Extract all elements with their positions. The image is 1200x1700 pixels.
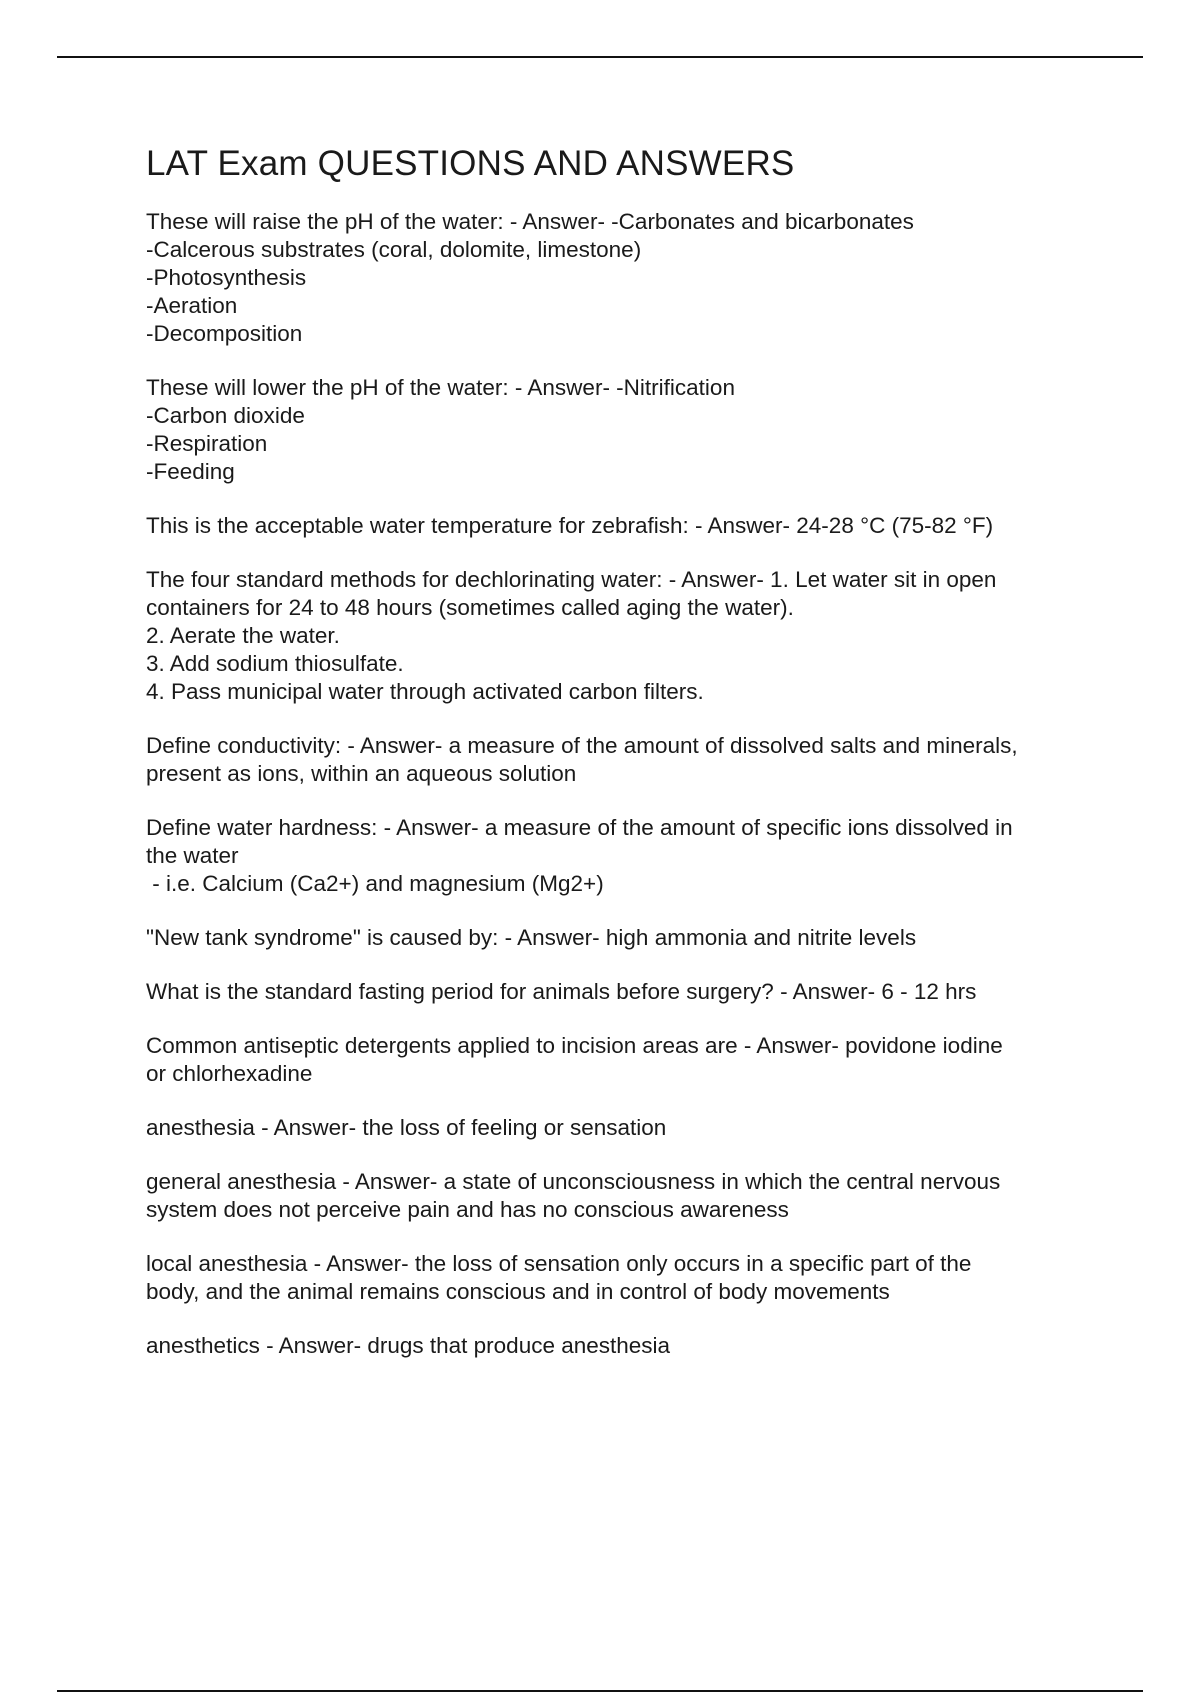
qa-line: -Aeration [146, 293, 238, 318]
qa-line: containers for 24 to 48 hours (sometimes called aging the water). [146, 595, 794, 620]
qa-entry [146, 1032, 1096, 1088]
qa-entry [146, 1168, 1096, 1224]
qa-line: Define water hardness: - Answer- a measure of the amount of specific ions dissolved in [146, 815, 1013, 840]
qa-line: or chlorhexadine [146, 1061, 313, 1086]
qa-line: These will raise the pH of the water: - Answer- -Carbonates and bicarbonates [146, 209, 914, 234]
qa-entry [146, 512, 1096, 540]
qa-line: Common antiseptic detergents applied to incision areas are - Answer- povidone iodine [146, 1033, 1003, 1058]
qa-line: What is the standard fasting period for animals before surgery? - Answer- 6 - 12 hrs [146, 979, 977, 1004]
qa-line: general anesthesia - Answer- a state of unconsciousness in which the central nervous [146, 1169, 1001, 1194]
qa-line: anesthesia - Answer- the loss of feeling or sensation [146, 1115, 667, 1140]
qa-entry [146, 1332, 1096, 1360]
qa-line: present as ions, within an aqueous solution [146, 761, 577, 786]
qa-line: -Decomposition [146, 321, 303, 346]
qa-line: Define conductivity: - Answer- a measure of the amount of dissolved salts and minerals, [146, 733, 1018, 758]
qa-line: "New tank syndrome" is caused by: - Answer- high ammonia and nitrite levels [146, 925, 917, 950]
qa-entry [146, 978, 1096, 1006]
qa-line: local anesthesia - Answer- the loss of sensation only occurs in a specific part of the [146, 1251, 972, 1276]
qa-line: -Carbon dioxide [146, 403, 305, 428]
qa-entry [146, 814, 1096, 898]
qa-line: The four standard methods for dechlorinating water: - Answer- 1. Let water sit in open [146, 567, 997, 592]
qa-line: the water [146, 843, 239, 868]
qa-entry [146, 374, 1096, 486]
qa-entry [146, 566, 1096, 706]
document-body [146, 142, 1096, 1386]
qa-line: system does not perceive pain and has no conscious awareness [146, 1197, 789, 1222]
qa-line: - i.e. Calcium (Ca2+) and magnesium (Mg2+) [146, 871, 604, 896]
qa-entry [146, 208, 1096, 348]
qa-entry [146, 924, 1096, 952]
footer-rule [57, 1690, 1143, 1692]
qa-entry [146, 1250, 1096, 1306]
qa-entry [146, 732, 1096, 788]
qa-line: body, and the animal remains conscious and in control of body movements [146, 1279, 890, 1304]
qa-line: -Calcerous substrates (coral, dolomite, limestone) [146, 237, 642, 262]
qa-line: This is the acceptable water temperature for zebrafish: - Answer- 24-28 °C (75-82 °F) [146, 513, 994, 538]
qa-entry [146, 1114, 1096, 1142]
qa-line: -Photosynthesis [146, 265, 307, 290]
qa-line: 4. Pass municipal water through activated carbon filters. [146, 679, 704, 704]
page-title: LAT Exam QUESTIONS AND ANSWERS [146, 144, 795, 183]
qa-line: 2. Aerate the water. [146, 623, 340, 648]
qa-line: 3. Add sodium thiosulfate. [146, 651, 404, 676]
qa-line: -Respiration [146, 431, 268, 456]
header-rule [57, 56, 1143, 58]
qa-line: -Feeding [146, 459, 235, 484]
qa-line: These will lower the pH of the water: - Answer- -Nitrification [146, 375, 735, 400]
qa-line: anesthetics - Answer- drugs that produce anesthesia [146, 1333, 671, 1358]
